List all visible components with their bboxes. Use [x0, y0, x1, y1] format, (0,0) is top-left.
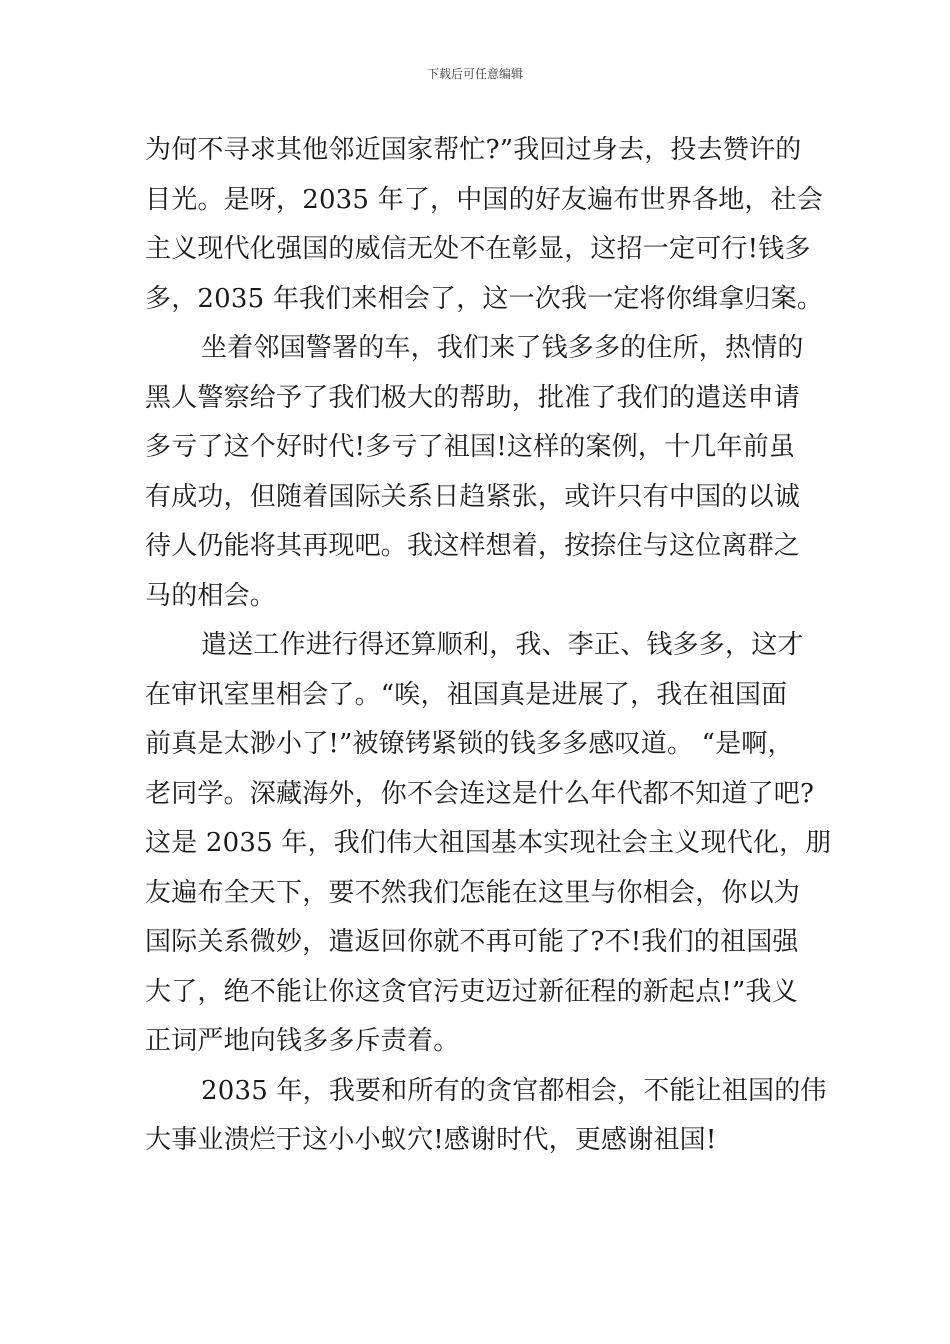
text-line: 马的相会。: [145, 580, 277, 611]
document-body: [145, 126, 832, 1166]
paragraph-start-line: 2035 年，我要和所有的贪官都相会，不能让祖国的伟: [201, 1075, 827, 1106]
text-line: 目光。是呀，2035 年了，中国的好友遍布世界各地，社会: [145, 184, 824, 215]
text-line: 国际关系微妙，遣返回你就不再可能了?不!我们的祖国强: [145, 927, 799, 957]
text-line: 待人仍能将其再现吧。我这样想着，按捺住与这位离群之: [145, 531, 801, 561]
text-line: 这是 2035 年，我们伟大祖国基本实现社会主义现代化，朋: [145, 828, 832, 858]
paragraph-start-line: 遣送工作进行得还算顺利，我、李正、钱多多，这才: [201, 630, 804, 660]
page-header: 下载后可任意编辑: [426, 67, 523, 81]
text-line: 大事业溃烂于这小小蚁穴!感谢时代，更感谢祖国!: [145, 1125, 717, 1155]
text-line: 有成功，但随着国际关系日趋紧张，或许只有中国的以诚: [145, 481, 801, 512]
text-line: 老同学。深藏海外，你不会连这是什么年代都不知道了吧?: [145, 778, 815, 809]
paragraph-start-line: 坐着邻国警署的车，我们来了钱多多的住所，热情的: [201, 333, 804, 363]
text-line: 在审讯室里相会了。“唉，祖国真是进展了，我在祖国面: [145, 679, 788, 710]
text-line: 多，2035 年我们来相会了，这一次我一定将你缉拿归案。: [145, 283, 824, 314]
text-line: 正词严地向钱多多斥责着。: [145, 1026, 460, 1056]
text-line: 大了，绝不能让你这贪官污吏迈过新征程的新起点!”我义: [145, 976, 798, 1007]
text-line: 主义现代化强国的威信无处不在彰显，这招一定可行!钱多: [145, 234, 811, 264]
text-line: 黑人警察给予了我们极大的帮助，批准了我们的遣送申请: [145, 382, 801, 413]
text-line: 前真是太渺小了!”被镣铐紧锁的钱多多感叹道。 “是啊，: [145, 729, 794, 759]
text-line: 为何不寻求其他邻近国家帮忙?”我回过身去，投去赞许的: [145, 135, 802, 165]
text-line: 多亏了这个好时代!多亏了祖国!这样的案例，十几年前虽: [145, 432, 796, 462]
text-line: 友遍布全天下，要不然我们怎能在这里与你相会，你以为: [145, 877, 801, 908]
